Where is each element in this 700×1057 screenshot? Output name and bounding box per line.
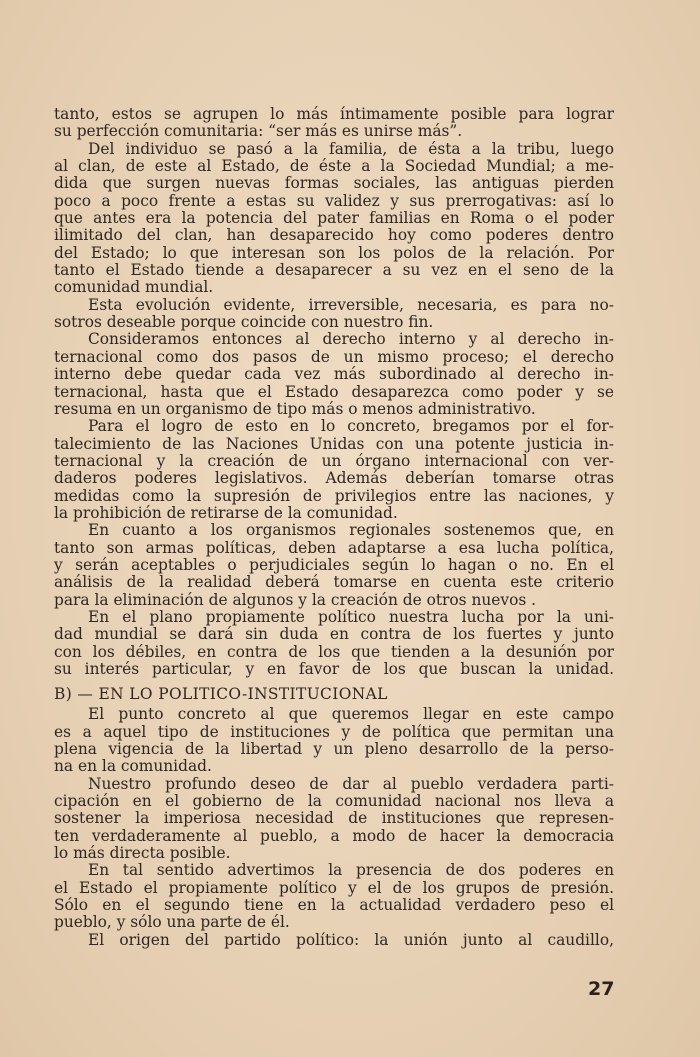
text-line: medidas como la supresión de privilegios entre las naciones, y: [54, 486, 614, 505]
text-line: análisis de la realidad deberá tomarse en cuenta este criterio: [54, 573, 614, 592]
text-line: dad mundial se dará sin duda en contra de los fuertes y junto: [54, 625, 614, 644]
text-line: Sólo en el segundo tiene en la actualidad verdadero peso el: [54, 896, 614, 915]
text-line: lo más directa posible.: [54, 844, 231, 863]
text-line: que antes era la potencia del pater familias en Roma o el poder: [54, 209, 614, 228]
text-line: En cuanto a los organismos regionales sostenemos que, en: [88, 521, 614, 540]
text-line: dida que surgen nuevas formas sociales, las antiguas pierden: [54, 174, 614, 193]
text-line: ten verdaderamente al pueblo, a modo de hacer la democracia: [54, 826, 614, 845]
text-line: pueblo, y sólo una parte de él.: [54, 913, 290, 932]
text-line: ilimitado del clan, han desaparecido hoy como poderes dentro: [54, 226, 614, 245]
text-line: resuma en un organismo de tipo más o menos administrativo.: [54, 399, 536, 418]
text-line: El origen del partido político: la unión junto al caudillo,: [88, 930, 614, 949]
text-line: del Estado; lo que interesan son los polos de la relación. Por: [54, 243, 614, 262]
text-line: Nuestro profundo deseo de dar al pueblo verdadera parti-: [88, 774, 614, 793]
text-line: poco a poco frente a estas su validez y sus prerrogativas: así lo: [54, 191, 614, 210]
text-line: Consideramos entonces al derecho interno y al derecho in-: [88, 330, 614, 349]
text-line: daderos poderes legislativos. Además deberían tomarse otras: [54, 469, 614, 488]
text-line: la prohibición de retirarse de la comunidad.: [54, 503, 398, 522]
text-line: Para el logro de esto en lo concreto, bregamos por el for-: [88, 417, 614, 436]
text-line: ternacional, hasta que el Estado desaparezca como poder y se: [54, 382, 614, 401]
body-text: [54, 106, 614, 949]
text-line: ternacional y la creación de un órgano internacional con ver-: [54, 451, 614, 470]
text-line: Del individuo se pasó a la familia, de ésta a la tribu, luego: [88, 139, 614, 158]
text-line: es a aquel tipo de instituciones y de política que permitan una: [54, 722, 614, 741]
text-line: comunidad mundial.: [54, 278, 214, 297]
section-heading: B) — EN LO POLITICO-INSTITUCIONAL: [54, 685, 388, 704]
text-line: el Estado el propiamente político y el de los grupos de presión.: [54, 878, 614, 897]
text-line: tanto son armas políticas, deben adaptarse a esa lucha política,: [54, 538, 614, 557]
text-line: su interés particular, y en favor de los que buscan la unidad.: [54, 660, 614, 678]
text-line: tanto el Estado tiende a desaparecer a su vez en el seno de la: [54, 261, 614, 280]
page-number: 27: [588, 978, 615, 1000]
text-line: En el plano propiamente político nuestra lucha por la uni-: [88, 607, 614, 626]
text-line: su perfección comunitaria: “ser más es unirse más”.: [54, 122, 463, 141]
text-line: interno debe quedar cada vez más subordinado al derecho in-: [54, 365, 614, 384]
text-line: sotros deseable porque coincide con nuestro fin.: [54, 313, 434, 332]
text-line: tanto, estos se agrupen lo más íntimamente posible para lograr: [54, 105, 614, 123]
text-line: Esta evolución evidente, irreversible, necesaria, es para no-: [88, 295, 614, 314]
text-line: sostener la imperiosa necesidad de instituciones que represen-: [54, 809, 614, 828]
text-line: para la eliminación de algunos y la creación de otros nuevos .: [54, 590, 537, 609]
text-line: na en la comunidad.: [54, 757, 212, 776]
text-line: El punto concreto al que queremos llegar en este campo: [88, 705, 614, 724]
text-line: En tal sentido advertimos la presencia de dos poderes en: [88, 861, 614, 880]
text-line: y serán aceptables o perjudiciales según lo hagan o no. En el: [54, 555, 614, 574]
text-line: talecimiento de las Naciones Unidas con una potente justicia in-: [54, 434, 614, 453]
text-line: al clan, de este al Estado, de éste a la Sociedad Mundial; a me-: [54, 157, 614, 176]
text-line: plena vigencia de la libertad y un pleno desarrollo de la perso-: [54, 740, 614, 759]
text-line: ternacional como dos pasos de un mismo proceso; el derecho: [54, 347, 614, 366]
text-line: con los débiles, en contra de los que tienden a la desunión por: [54, 642, 614, 661]
text-line: cipación en el gobierno de la comunidad nacional nos lleva a: [54, 792, 614, 811]
